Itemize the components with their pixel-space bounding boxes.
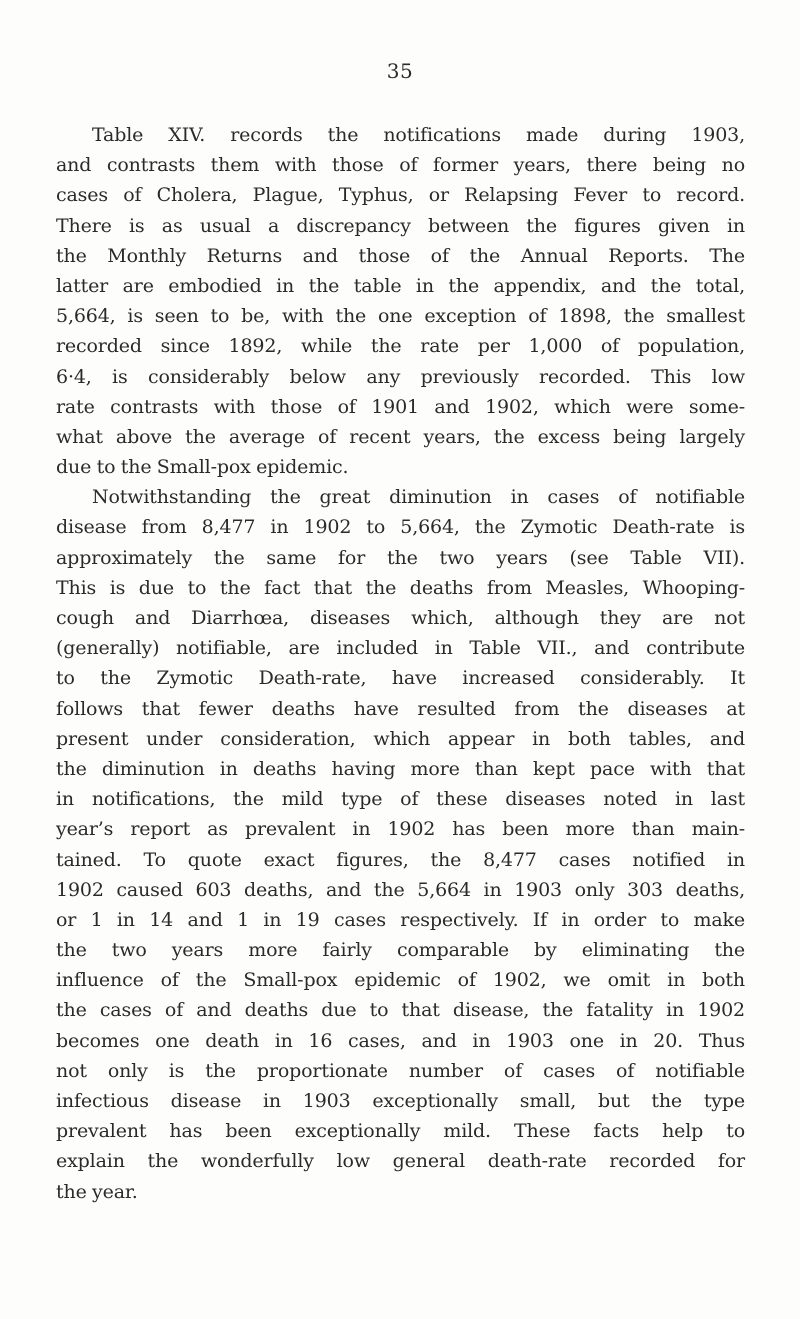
text-line: cough and Diarrhœa, diseases which, although they are not <box>56 607 745 629</box>
text-line: recorded since 1892, while the rate per 1,000 of population, <box>56 335 745 358</box>
text-line: influence of the Small-pox epidemic of 1902, we omit in both <box>56 969 745 992</box>
text-line: 5,664, is seen to be, with the one exception of 1898, the smallest <box>56 305 745 328</box>
paragraph-zymotic-death-rate <box>56 482 745 1207</box>
text-line: cases of Cholera, Plague, Typhus, or Relapsing Fever to record. <box>56 184 745 207</box>
text-line: (generally) notifiable, are included in Table VII., and contribute <box>56 637 745 660</box>
text-line: the year. <box>56 1180 138 1203</box>
text-line: due to the Small-pox epidemic. <box>56 456 349 479</box>
text-line: There is as usual a discrepancy between the figures given in <box>56 214 745 237</box>
text-line: approximately the same for the two years (see Table VII). <box>56 546 745 569</box>
text-line: the diminution in deaths having more than kept pace with that <box>56 757 745 780</box>
text-line: rate contrasts with those of 1901 and 1902, which were some- <box>56 395 745 418</box>
text-line: and contrasts them with those of former years, there being no <box>56 154 745 177</box>
page-number: 35 <box>386 59 414 83</box>
text-line: latter are embodied in the table in the appendix, and the total, <box>56 274 745 297</box>
text-line: prevalent has been exceptionally mild. These facts help to <box>56 1120 745 1143</box>
text-line: to the Zymotic Death-rate, have increased considerably. It <box>56 667 745 690</box>
text-line: the two years more fairly comparable by eliminating the <box>56 939 745 962</box>
text-line: becomes one death in 16 cases, and in 1903 one in 20. Thus <box>56 1029 745 1052</box>
text-line: present under consideration, which appear in both tables, and <box>56 727 745 750</box>
text-line: 1902 caused 603 deaths, and the 5,664 in 1903 only 303 deaths, <box>56 878 745 901</box>
text-line: not only is the proportionate number of cases of notifiable <box>56 1059 745 1082</box>
text-line: year’s report as prevalent in 1902 has been more than main- <box>56 818 745 841</box>
paragraph-notifications <box>56 120 745 482</box>
text-line: This is due to the fact that the deaths from Measles, Whooping- <box>56 576 745 599</box>
text-line: tained. To quote exact figures, the 8,477 cases notified in <box>56 848 745 871</box>
text-line: or 1 in 14 and 1 in 19 cases respectively. If in order to make <box>56 908 745 931</box>
text-line: disease from 8,477 in 1902 to 5,664, the Zymotic Death-rate is <box>56 516 745 539</box>
text-line: Table XIV. records the notifications made during 1903, <box>92 124 745 146</box>
text-line: the cases of and deaths due to that disease, the fatality in 1902 <box>56 999 745 1022</box>
text-line: Notwithstanding the great diminution in cases of notifiable <box>92 486 745 509</box>
text-line: in notifications, the mild type of these diseases noted in last <box>56 788 745 811</box>
text-line: follows that fewer deaths have resulted from the diseases at <box>56 697 745 720</box>
text-line: 6·4, is considerably below any previously recorded. This low <box>56 365 745 388</box>
text-line: explain the wonderfully low general death-rate recorded for <box>56 1150 745 1173</box>
text-line: the Monthly Returns and those of the Annual Reports. The <box>56 244 745 267</box>
text-line: infectious disease in 1903 exceptionally small, but the type <box>56 1090 745 1112</box>
document-body <box>56 120 745 1207</box>
text-line: what above the average of recent years, the excess being largely <box>56 425 745 448</box>
